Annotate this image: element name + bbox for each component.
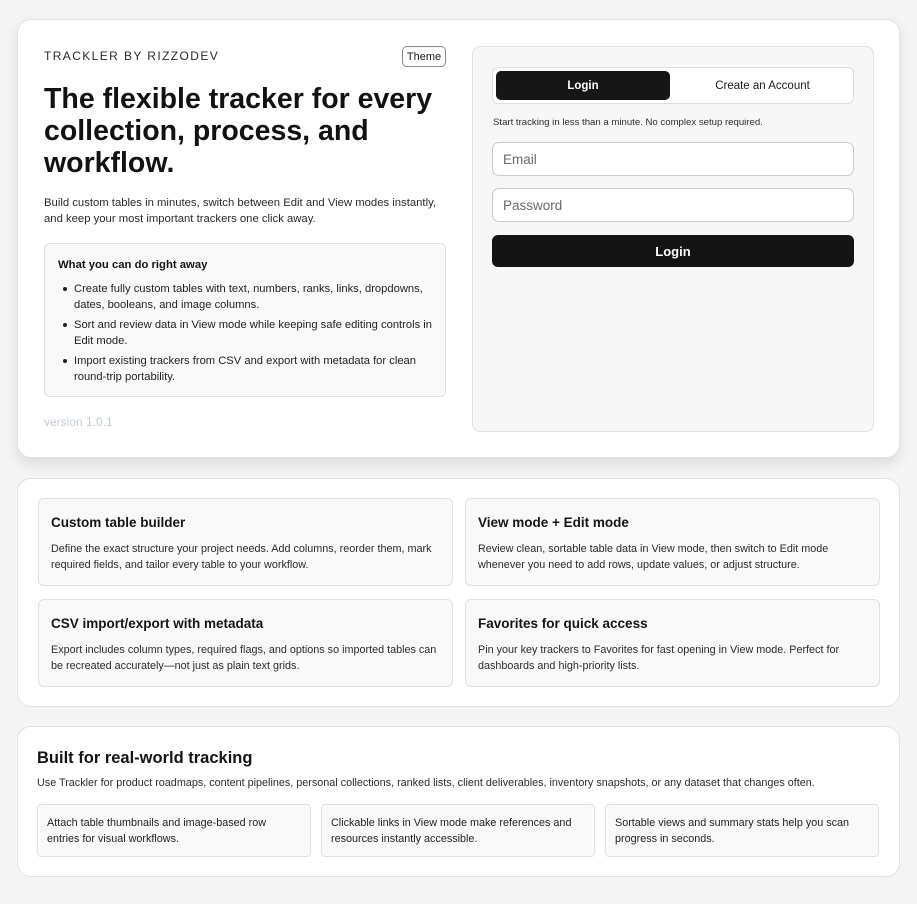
feature-card [465,599,880,687]
use-cases-subtitle: Use Trackler for product roadmaps, content pipelines, personal collections, ranked lists, client deliverables, inventory snapshots, or any dataset that changes often. [37,777,815,789]
feature-card [38,599,453,687]
page-headline: The flexible tracker for every collection, process, and workflow. [44,83,433,179]
auth-note: Start tracking in less than a minute. No complex setup required. [493,117,763,128]
use-cases-card [17,726,900,877]
feature-description: Review clean, sortable table data in View mode, then switch to Edit mode whenever you need to add rows, update values, or adjust structure. [478,543,829,571]
tab-create-account[interactable]: Create an Account [715,79,810,92]
quick-start-title: What you can do right away [58,259,208,271]
feature-description: Define the exact structure your project needs. Add columns, reorder them, mark required fields, and tailor every table to your workflow. [51,543,432,571]
intro-text: Build custom tables in minutes, switch between Edit and View modes instantly, and keep your most important trackers one click away. [44,197,437,225]
use-case-tile: Attach table thumbnails and image-based row entries for visual workflows. [37,804,311,857]
version-label: version 1.0.1 [44,415,113,429]
quick-start-panel [44,243,446,397]
use-case-tile: Sortable views and summary stats help you scan progress in seconds. [605,804,879,857]
list-item: Sort and review data in View mode while keeping safe editing controls in Edit mode. [58,317,438,349]
theme-toggle-button[interactable]: Theme [402,46,446,67]
feature-description: Pin your key trackers to Favorites for fast opening in View mode. Perfect for dashboards and high-priority lists. [478,644,840,672]
login-button[interactable]: Login [492,235,854,267]
auth-tabs [492,67,854,104]
use-cases-title: Built for real-world tracking [37,749,253,767]
feature-title: Custom table builder [51,515,186,530]
feature-description: Export includes column types, required flags, and options so imported tables can be recreated accurately—not just as plain text grids. [51,644,437,672]
feature-title: CSV import/export with metadata [51,616,264,631]
feature-title: View mode + Edit mode [478,515,629,530]
use-case-tile: Clickable links in View mode make references and resources instantly accessible. [321,804,595,857]
feature-card [465,498,880,586]
tab-login[interactable]: Login [496,71,670,100]
feature-card [38,498,453,586]
password-field[interactable] [493,189,853,221]
email-field[interactable] [493,143,853,175]
feature-title: Favorites for quick access [478,616,648,631]
features-card [17,478,900,707]
auth-panel [472,46,874,432]
email-field-wrapper [492,142,854,176]
list-item: Create fully custom tables with text, numbers, ranks, links, dropdowns, dates, booleans, and image columns. [58,281,438,313]
brand-label: TRACKLER BY RIZZODEV [44,49,220,63]
password-field-wrapper [492,188,854,222]
quick-start-list [58,281,438,389]
hero-card [17,19,900,458]
list-item: Import existing trackers from CSV and export with metadata for clean round-trip portability. [58,353,438,385]
